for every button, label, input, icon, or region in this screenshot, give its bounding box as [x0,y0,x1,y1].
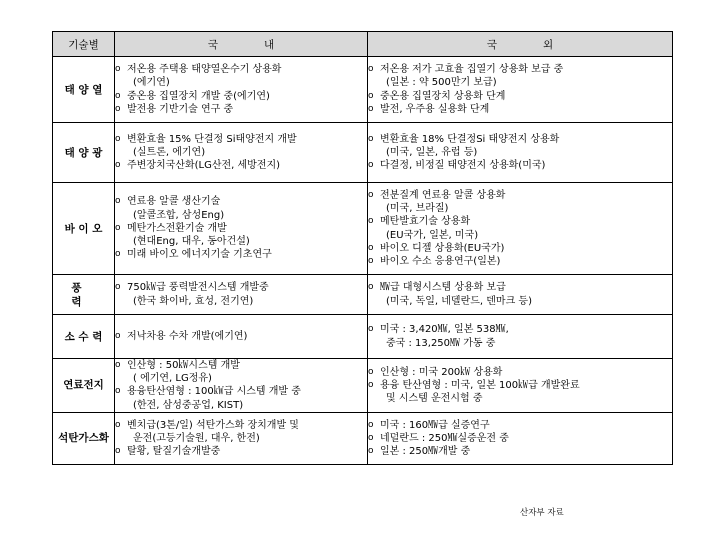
circle-bullet-icon: o [368,242,374,253]
list-item-subtext: (실트론, 에기연) [133,146,206,158]
row-label: 풍 력 [71,281,96,308]
list-item-subtext: (미국, 독일, 네델란드, 덴마크 등) [386,295,532,307]
list-item-subtext: (미국, 일본, 유럽 등) [386,146,478,158]
table-row [53,123,673,183]
list-item [115,419,367,432]
row-label-cell [53,275,115,315]
header-domestic [115,32,368,57]
list-item-text: 네덜란드 : 250㎿실증운전 중 [380,432,509,444]
overseas-cell [368,315,673,359]
list-item-text: ㎿급 대형시스템 상용화 보급 [380,282,506,294]
table-row [53,57,673,123]
list-item-subtext: (현대Eng, 대우, 동아건설) [133,236,250,248]
list-item-subtext: (한전, 삼성중공업, KIST) [133,399,244,411]
list-item-text: 다결정, 비정질 태양전지 상용화(미국) [380,160,546,172]
list-item-text: 탈황, 탈질기술개발중 [127,445,221,457]
list-item [115,281,367,294]
circle-bullet-icon: o [115,133,121,144]
row-label-cell [53,123,115,183]
list-item-text: 인산형 : 50㎾시스템 개발 [127,360,240,371]
list-item [368,379,672,392]
list-item [115,359,367,372]
circle-bullet-icon: o [368,419,374,430]
circle-bullet-icon: o [115,249,121,260]
list-item [115,330,367,343]
table-row [53,315,673,359]
list-item [115,445,367,458]
header-overseas-char-1: 국 [486,38,497,51]
domestic-cell [115,57,368,123]
list-item [368,242,672,255]
list-item-text: 중온용 집열장치 상용화 단계 [380,90,506,102]
circle-bullet-icon: o [115,419,121,430]
list-item-text: 메탄발효기술 상용화 [380,216,471,228]
circle-bullet-icon: o [115,103,121,114]
list-item [368,133,672,146]
list-item-text: 변환효율 15% 단결정 Si태양전지 개발 [127,133,297,145]
list-item-text: 바이오 수소 응용연구(일본) [380,255,501,267]
list-item [368,90,672,103]
domestic-cell [115,123,368,183]
circle-bullet-icon: o [368,445,374,456]
table-row [53,359,673,413]
circle-bullet-icon: o [115,386,121,397]
list-item [368,366,672,379]
circle-bullet-icon: o [368,324,374,335]
row-label: 태 양 광 [64,146,103,159]
list-item-subtext: 및 시스템 운전시험 중 [386,393,483,404]
circle-bullet-icon: o [115,360,121,370]
list-item-text: 전분질계 연료용 알콜 상용화 [380,189,506,201]
list-item [368,255,672,268]
overseas-cell [368,412,673,464]
circle-bullet-icon: o [115,90,121,101]
list-item-text: 주변장치국산화(LG산전, 세방전지) [127,160,281,172]
row-label: 연료전지 [63,379,104,392]
domestic-cell [115,275,368,315]
list-item [115,103,367,116]
overseas-cell [368,123,673,183]
circle-bullet-icon: o [115,222,121,233]
list-item [368,419,672,432]
circle-bullet-icon: o [368,160,374,171]
overseas-cell [368,183,673,275]
list-item-text: 용융 탄산염형 : 미국, 일본 100㎾급 개발완료 [380,379,580,391]
table-row [53,183,673,275]
list-item-text: 미국 : 160㎿급 실증연구 [380,419,490,431]
list-item [368,432,672,445]
table-header-row [53,32,673,57]
overseas-cell [368,275,673,315]
header-tech-label: 기술별 [68,38,99,51]
list-item-text: 저온용 주택용 태양열온수기 상용화 [127,64,282,76]
domestic-cell [115,412,368,464]
list-item-text: 용융탄산염형 : 100㎾급 시스템 개발 중 [127,386,301,398]
list-item-text: 연료용 알콜 생산기술 [127,196,221,208]
circle-bullet-icon: o [368,90,374,101]
list-item-text: 미국 : 3,420㎿, 일본 538㎿, [380,324,509,336]
list-item [115,222,367,235]
list-item-subtext: (일본 : 약 500만기 보급) [386,77,497,89]
list-item-text: 인산형 : 미국 200㎾ 상용화 [380,366,503,378]
list-item [368,159,672,172]
row-label: 석탄가스화 [58,432,109,445]
row-label-cell [53,57,115,123]
list-item [368,323,672,336]
list-item-text: 발전, 우주용 실용화 단계 [380,103,490,115]
list-item-text: 바이오 디젤 상용화(EU국가) [380,242,505,254]
circle-bullet-icon: o [368,255,374,266]
circle-bullet-icon: o [368,103,374,114]
list-item [368,189,672,202]
row-label: 태 양 열 [64,83,103,96]
row-label: 소 수 력 [64,330,103,343]
list-item-text: 발전용 기반기술 연구 중 [127,103,234,115]
list-item-text: 메탄가스전환기술 개발 [127,222,227,234]
overseas-cell [368,359,673,413]
list-item-subtext: (에기연) [133,77,170,89]
circle-bullet-icon: o [115,445,121,456]
list-item [115,385,367,398]
domestic-cell [115,359,368,413]
list-item-subtext: (EU국가, 일본, 미국) [386,229,479,241]
list-item [115,63,367,76]
list-item [368,215,672,228]
list-item-text: 750㎾급 풍력발전시스템 개발중 [127,282,269,294]
circle-bullet-icon: o [115,64,121,75]
domestic-cell [115,183,368,275]
overseas-cell [368,57,673,123]
circle-bullet-icon: o [368,216,374,227]
circle-bullet-icon: o [368,64,374,75]
circle-bullet-icon: o [368,379,374,390]
table-row [53,275,673,315]
list-item [368,445,672,458]
list-item [115,133,367,146]
list-item-subtext: 중국 : 13,250㎿ 가동 중 [386,337,496,349]
list-item [115,159,367,172]
row-label-cell [53,315,115,359]
header-domestic-char-2: 내 [264,38,275,51]
header-tech-category [53,32,115,57]
list-item-text: 저낙차용 수차 개발(에기연) [127,330,248,342]
list-item-subtext: (한국 화이바, 효성, 전기연) [133,295,254,307]
list-item-subtext: ( 에기연, LG정유) [133,373,212,385]
list-item [368,103,672,116]
header-overseas [368,32,673,57]
source-note: 산자부 자료 [520,508,564,518]
circle-bullet-icon: o [115,330,121,341]
list-item-text: 미래 바이오 에너지기술 기초연구 [127,249,272,261]
circle-bullet-icon: o [368,133,374,144]
list-item-text: 벤치급(3톤/일) 석탄가스화 장치개발 및 [127,419,299,431]
list-item-text: 저온용 저가 고효율 집열기 상용화 보급 중 [380,64,564,76]
table-row [53,412,673,464]
comparison-table [52,31,673,465]
list-item [368,63,672,76]
list-item-subtext: (미국, 브라질) [386,203,449,215]
row-label-cell [53,183,115,275]
circle-bullet-icon: o [115,160,121,171]
row-label-cell [53,359,115,413]
domestic-cell [115,315,368,359]
circle-bullet-icon: o [115,282,121,293]
list-item-subtext: (알콜조합, 삼성Eng) [133,209,225,221]
list-item [115,195,367,208]
list-item-text: 변환효율 18% 단결정Si 태양전지 상용화 [380,133,560,145]
circle-bullet-icon: o [368,366,374,377]
header-domestic-char-1: 국 [207,38,218,51]
list-item-text: 일본 : 250㎿개발 중 [380,445,471,457]
row-label-cell [53,412,115,464]
list-item [368,281,672,294]
circle-bullet-icon: o [368,432,374,443]
header-overseas-char-2: 외 [543,38,554,51]
row-label: 바 이 오 [64,222,103,235]
list-item-text: 중온용 집열장치 개발 중(에기연) [127,90,270,102]
circle-bullet-icon: o [368,282,374,293]
circle-bullet-icon: o [115,196,121,207]
list-item [115,90,367,103]
list-item-subtext: 운전(고등기술원, 대우, 한전) [133,432,260,444]
list-item [115,248,367,261]
circle-bullet-icon: o [368,189,374,200]
